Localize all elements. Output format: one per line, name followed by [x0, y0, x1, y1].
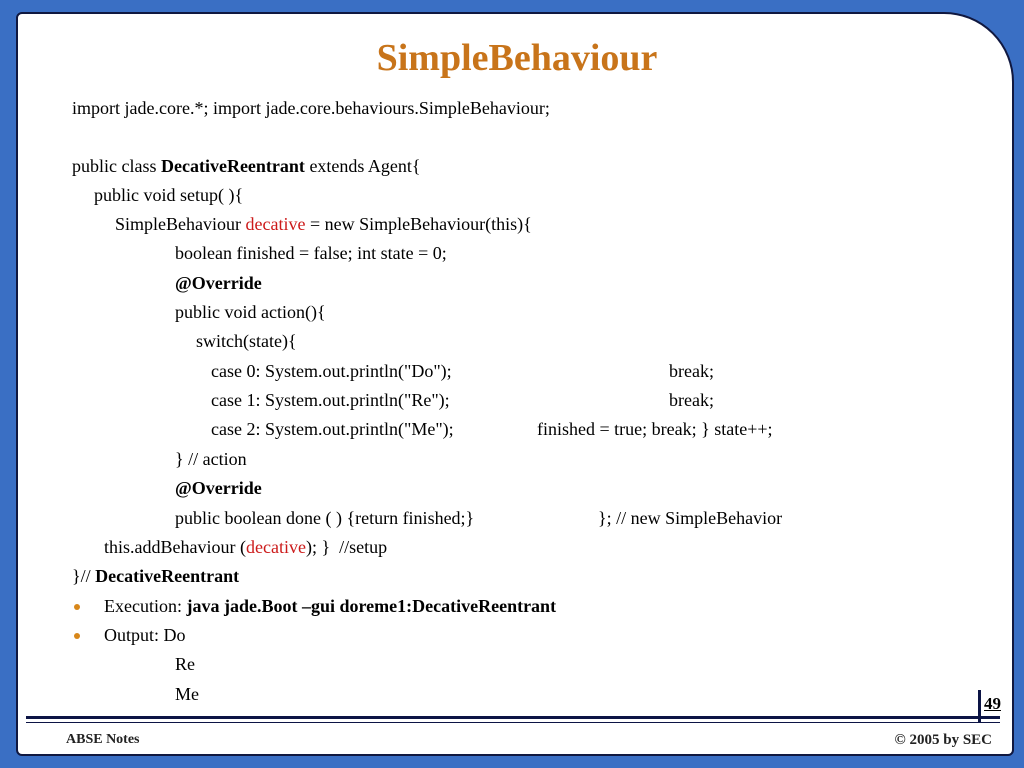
code-line-action: public void action(){: [175, 302, 326, 322]
code-line-case1: case 1: System.out.println("Re");: [211, 390, 450, 410]
code-line-done: public boolean done ( ) {return finished;}: [175, 508, 475, 528]
code-line-setup: public void setup( ){: [94, 185, 244, 205]
slide: [16, 12, 1014, 756]
code-line-end-class: }// DecativeReentrant: [72, 566, 240, 586]
footer-rule: [26, 716, 1000, 719]
code-line-switch: switch(state){: [196, 331, 297, 351]
code-line-case0-break: break;: [669, 361, 714, 381]
variable-decative: decative: [245, 214, 306, 234]
execution-command: java jade.Boot –gui doreme1:DecativeReentrant: [186, 596, 557, 616]
code-line-import: import jade.core.*; import jade.core.behaviours.SimpleBehaviour;: [72, 98, 550, 118]
execution-line: Execution: java jade.Boot –gui doreme1:DecativeReentrant: [104, 596, 557, 616]
footer-left-text: ABSE Notes: [66, 732, 140, 747]
code-line-override-2: @Override: [175, 478, 262, 498]
code-line-add-behaviour: this.addBehaviour (decative); } //setup: [104, 537, 388, 557]
bullet-icon: [74, 604, 80, 610]
slide-title: SimpleBehaviour: [376, 37, 658, 79]
code-line-end-action: } // action: [175, 449, 247, 469]
code-line-case1-break: break;: [669, 390, 714, 410]
class-name: DecativeReentrant: [160, 156, 305, 176]
code-line-override-1: @Override: [175, 273, 262, 293]
code-line-fields: boolean finished = false; int state = 0;: [175, 243, 447, 263]
code-line-case2: case 2: System.out.println("Me");: [211, 419, 454, 439]
output-line: Output: Do: [104, 625, 186, 645]
code-line-new-behaviour: SimpleBehaviour decative = new SimpleBehaviour(this){: [115, 214, 532, 234]
code-line-case0: case 0: System.out.println("Do");: [211, 361, 452, 381]
variable-decative-ref: decative: [245, 537, 306, 557]
output-re: Re: [175, 654, 195, 674]
code-line-done-comment: }; // new SimpleBehavior: [598, 508, 783, 528]
bullet-icon: [74, 633, 80, 639]
footer-right-text: © 2005 by SEC: [894, 732, 992, 748]
page-number: 49: [984, 694, 1001, 713]
code-line-class: public class DecativeReentrant extends Agent{: [72, 156, 421, 176]
output-me: Me: [175, 684, 199, 704]
footer-rule-thin: [26, 722, 1000, 723]
code-line-case2-finish: finished = true; break; } state++;: [537, 419, 773, 439]
